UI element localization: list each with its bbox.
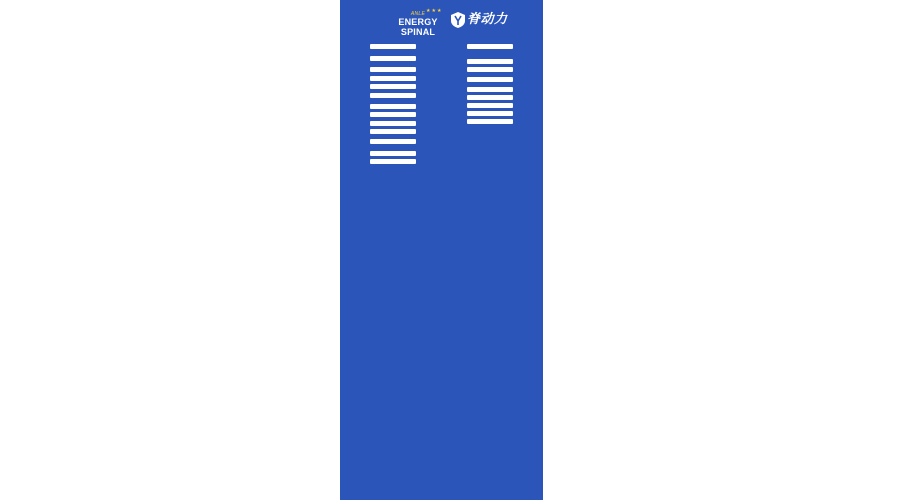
region-section — [345, 93, 441, 102]
stars-decoration: ★★★ — [426, 8, 443, 14]
region-section — [442, 95, 538, 101]
brand-english — [384, 11, 452, 37]
region-section — [442, 119, 538, 133]
region-section — [345, 129, 441, 137]
region-section — [442, 59, 538, 65]
region-title — [370, 151, 416, 156]
left-column — [345, 44, 441, 167]
region-title — [370, 159, 416, 164]
region-section — [442, 103, 538, 109]
region-section — [345, 121, 441, 127]
region-section — [345, 56, 441, 65]
region-section — [345, 112, 441, 119]
brand-top-text: ANLE — [410, 11, 426, 17]
region-title — [467, 103, 513, 108]
region-section — [345, 76, 441, 82]
region-title — [370, 67, 416, 72]
region-title — [467, 59, 513, 64]
brand-chinese-name: 脊动力 — [467, 11, 508, 26]
region-title — [370, 56, 416, 61]
region-title — [370, 76, 416, 81]
store-directory-poster — [340, 0, 543, 500]
region-title — [370, 93, 416, 98]
region-section — [345, 104, 441, 110]
right-column — [442, 44, 538, 135]
region-title — [370, 112, 416, 117]
region-title — [467, 119, 513, 124]
region-section — [345, 84, 441, 91]
poster-header — [340, 0, 543, 40]
region-title — [467, 95, 513, 100]
brand-logo-icon — [451, 12, 465, 28]
region-section — [442, 67, 538, 75]
region-section — [345, 67, 441, 74]
region-title — [467, 44, 513, 49]
region-title — [467, 77, 513, 82]
region-section — [442, 111, 538, 117]
region-title — [370, 121, 416, 126]
region-title — [467, 111, 513, 116]
region-section — [442, 44, 538, 57]
region-section — [442, 77, 538, 85]
region-title — [467, 67, 513, 72]
region-section — [345, 159, 441, 165]
region-section — [345, 139, 441, 149]
region-title — [370, 44, 416, 49]
region-title — [370, 84, 416, 89]
region-section — [345, 151, 441, 157]
region-title — [370, 129, 416, 134]
region-title — [370, 139, 416, 144]
region-title — [467, 87, 513, 92]
region-title — [370, 104, 416, 109]
region-section — [442, 87, 538, 93]
brand-name: ENERGY SPINAL — [398, 17, 438, 37]
region-section — [345, 44, 441, 54]
